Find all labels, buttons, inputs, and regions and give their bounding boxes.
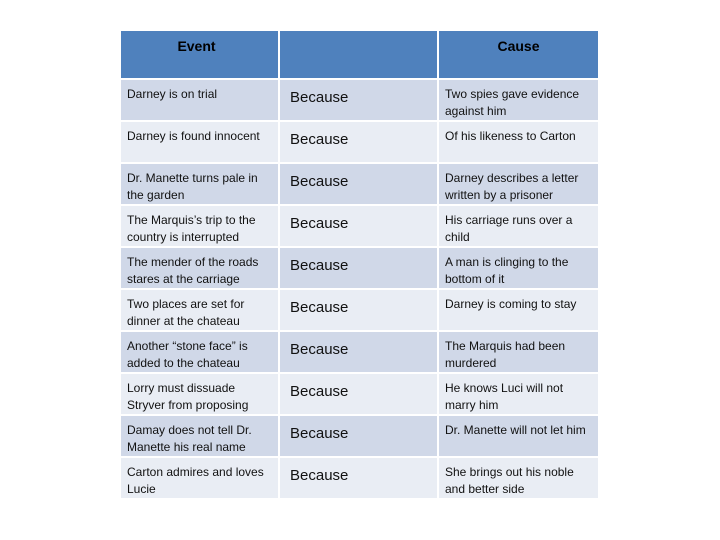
event-cell: Darney is found innocent (121, 122, 278, 162)
event-cell: Another “stone face” is added to the chateau (121, 332, 278, 372)
cause-cell: Two spies gave evidence against him (439, 80, 598, 120)
table-row (121, 80, 598, 120)
connector-cell: Because (280, 164, 437, 204)
cause-cell: She brings out his noble and better side (439, 458, 598, 498)
table-row (121, 416, 598, 456)
connector-cell: Because (280, 122, 437, 162)
event-cell: Two places are set for dinner at the chateau (121, 290, 278, 330)
event-cell: The mender of the roads stares at the carriage (121, 248, 278, 288)
event-cell: The Marquis’s trip to the country is interrupted (121, 206, 278, 246)
connector-cell: Because (280, 458, 437, 498)
cause-cell: A man is clinging to the bottom of it (439, 248, 598, 288)
event-cell: Dr. Manette turns pale in the garden (121, 164, 278, 204)
event-cell: Carton admires and loves Lucie (121, 458, 278, 498)
cause-cell: Of his likeness to Carton (439, 122, 598, 162)
cause-cell: Darney is coming to stay (439, 290, 598, 330)
table-row (121, 458, 598, 498)
cause-cell: He knows Luci will not marry him (439, 374, 598, 414)
table-header-row (121, 31, 598, 78)
table-row (121, 248, 598, 288)
cause-cell: Darney describes a letter written by a prisoner (439, 164, 598, 204)
event-cell: Darney is on trial (121, 80, 278, 120)
event-cell: Damay does not tell Dr. Manette his real name (121, 416, 278, 456)
table-row (121, 122, 598, 162)
connector-cell: Because (280, 80, 437, 120)
cause-cell: Dr. Manette will not let him (439, 416, 598, 456)
connector-cell: Because (280, 248, 437, 288)
event-cause-table (119, 29, 600, 500)
cause-cell: The Marquis had been murdered (439, 332, 598, 372)
header-middle (280, 31, 437, 78)
event-cell: Lorry must dissuade Stryver from proposing (121, 374, 278, 414)
table-row (121, 206, 598, 246)
connector-cell: Because (280, 206, 437, 246)
connector-cell: Because (280, 416, 437, 456)
table-row (121, 164, 598, 204)
header-cause: Cause (439, 31, 598, 78)
table-row (121, 290, 598, 330)
table-row (121, 374, 598, 414)
table-row (121, 332, 598, 372)
connector-cell: Because (280, 332, 437, 372)
connector-cell: Because (280, 374, 437, 414)
connector-cell: Because (280, 290, 437, 330)
header-event: Event (121, 31, 278, 78)
cause-cell: His carriage runs over a child (439, 206, 598, 246)
